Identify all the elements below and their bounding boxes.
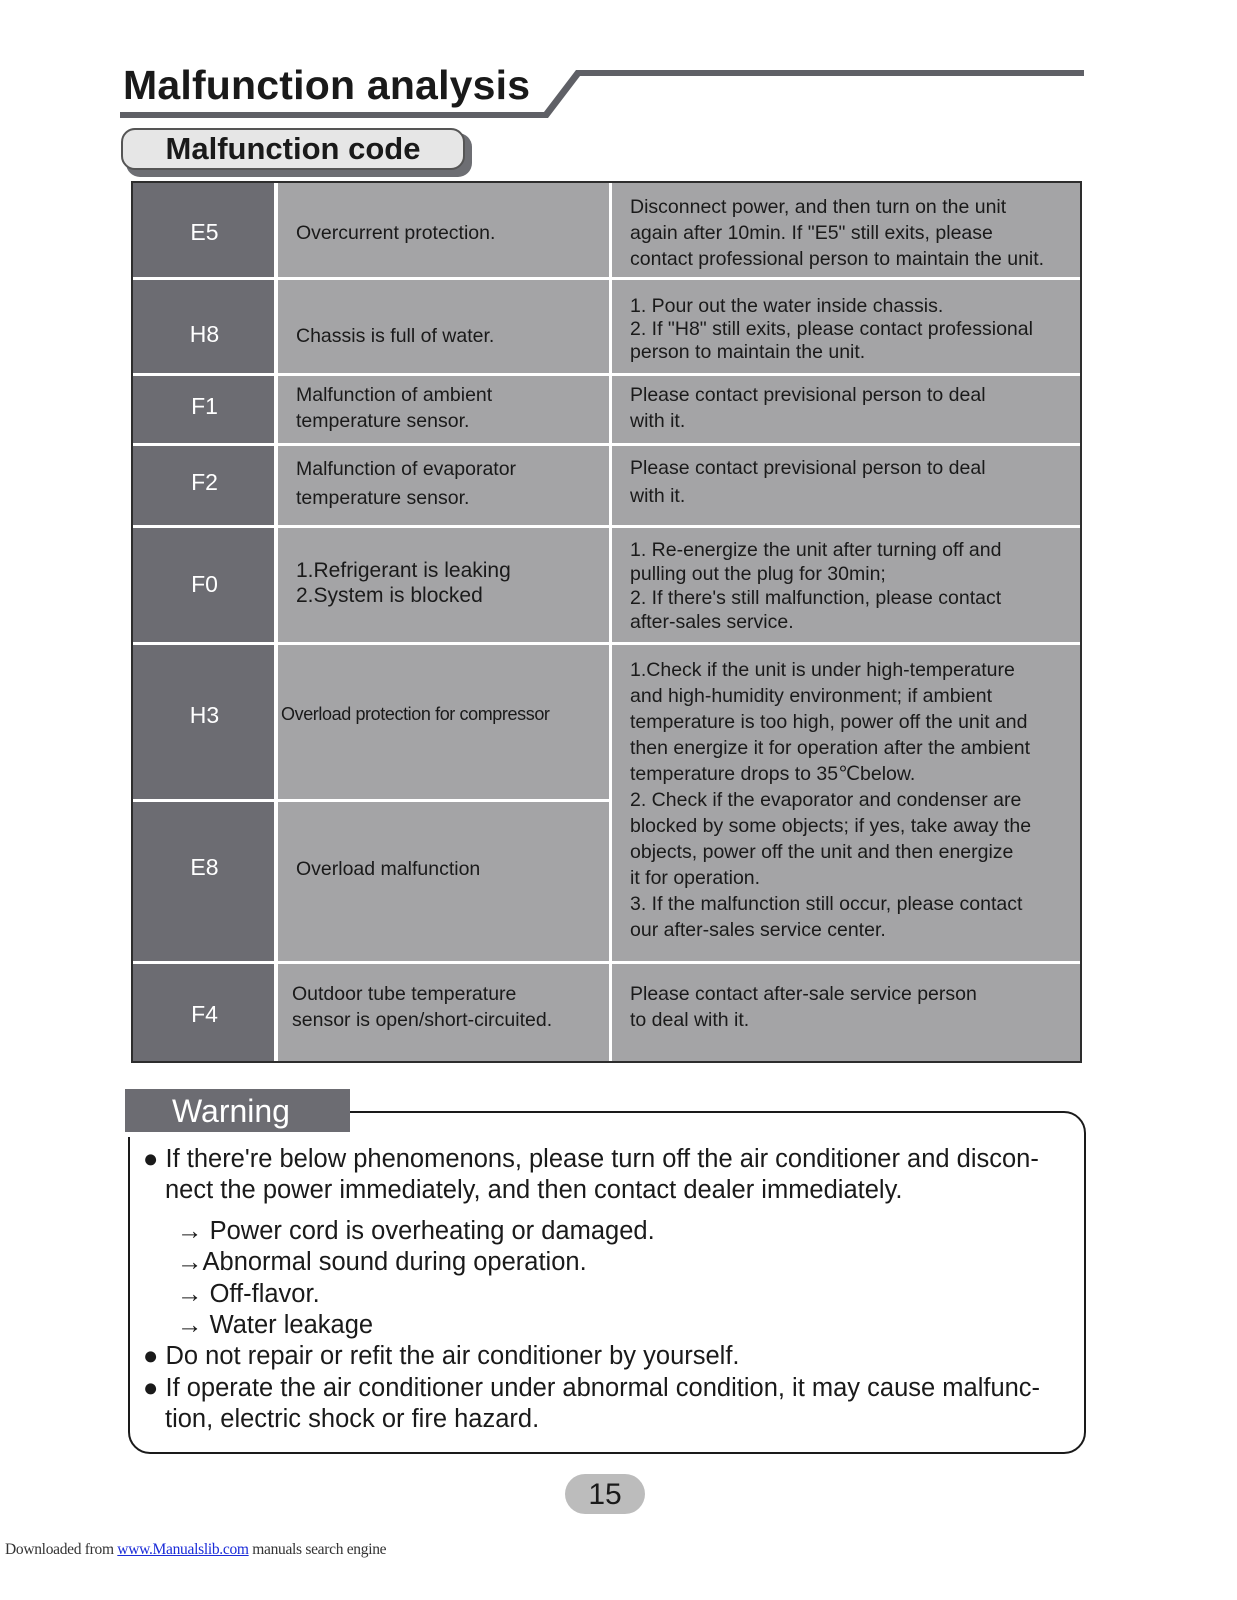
footer-prefix: Downloaded from <box>5 1541 118 1558</box>
table-row-code: F2 <box>191 469 218 495</box>
footer-link[interactable]: www.Manualslib.com <box>117 1541 249 1558</box>
table-row-description: Malfunction of ambient temperature sensor. <box>296 384 493 432</box>
code-column <box>133 183 276 1061</box>
warning-line: → Power cord is overheating or damaged. <box>177 1217 655 1245</box>
table-row-code: F4 <box>191 1001 218 1027</box>
page-number: 15 <box>565 1474 645 1514</box>
table-row-description: Overload malfunction <box>296 858 481 880</box>
table-row-action: 1. Pour out the water inside chassis. 2. If "H8" still exits, please contact professional person to maintain the unit. <box>630 295 1033 363</box>
table-row-action: Disconnect power, and then turn on the unit again after 10min. If "E5" still exits, please contact professional person to maintain the unit. <box>630 196 1045 270</box>
warning-line: →Abnormal sound during operation. <box>177 1248 587 1276</box>
table-row-action: 1.Check if the unit is under high-temperature and high-humidity environment; if ambient temperature is too high, power off the unit and then energize it for operation after the ambient temperature drops to 35℃below. 2. Check if the evaporator and condenser are blocked by some objects; if yes, take away the objects, power off the unit and then energize it for operation. 3. If the malfunction still occur, please contact our after-sales service center. <box>630 659 1032 941</box>
table-row-action: Please contact previsional person to deal with it. <box>630 457 986 507</box>
section-heading: Malfunction code <box>121 128 465 170</box>
warning-line: ● Do not repair or refit the air conditioner by yourself. <box>143 1342 740 1370</box>
warning-heading: Warning <box>125 1089 350 1132</box>
row-divider <box>133 961 1080 964</box>
row-divider <box>133 642 1080 645</box>
table-row-code: F0 <box>191 571 218 597</box>
row-divider <box>133 277 1080 280</box>
page-title: Malfunction analysis <box>123 62 531 108</box>
warning-line: nect the power immediately, and then contact dealer immediately. <box>165 1176 903 1204</box>
table-row-description: Outdoor tube temperature sensor is open/short-circuited. <box>292 983 553 1031</box>
table-row-description: Chassis is full of water. <box>296 325 495 347</box>
warning-line: → Water leakage <box>177 1311 374 1339</box>
warning-line: → Off-flavor. <box>177 1280 320 1308</box>
table-row-action: Please contact previsional person to deal with it. <box>630 384 986 432</box>
table-row-code: E8 <box>190 854 219 880</box>
table-row-description: 1.Refrigerant is leaking 2.System is blocked <box>296 559 511 607</box>
table-row-code: E5 <box>190 219 219 245</box>
row-divider <box>133 373 1080 376</box>
warning-line: tion, electric shock or fire hazard. <box>165 1405 540 1433</box>
table-row-description: Overload protection for compressor <box>281 704 550 724</box>
table-row-code: H8 <box>189 321 220 347</box>
footer <box>5 1541 386 1559</box>
column-divider <box>609 183 612 1061</box>
row-divider <box>133 525 1080 528</box>
title-rule <box>120 66 1090 122</box>
table-row-code: H3 <box>189 702 220 728</box>
column-divider <box>274 183 278 1061</box>
table-row-action: Please contact after-sale service person to deal with it. <box>630 983 977 1031</box>
row-divider <box>133 443 1080 446</box>
table-row-action: 1. Re-energize the unit after turning off and pulling out the plug for 30min; 2. If there's still malfunction, please contact after-sales service. <box>630 539 1002 633</box>
footer-suffix: manuals search engine <box>248 1541 387 1558</box>
warning-line: ● If operate the air conditioner under abnormal condition, it may cause malfunc- <box>143 1374 1041 1402</box>
warning-line: ● If there're below phenomenons, please turn off the air conditioner and discon- <box>143 1145 1039 1173</box>
row-divider <box>133 799 610 802</box>
table-row-description: Malfunction of evaporator temperature sensor. <box>296 458 517 509</box>
table-row-code: F1 <box>191 393 218 419</box>
table-row-description: Overcurrent protection. <box>296 222 496 244</box>
malfunction-code-table <box>131 181 1082 1063</box>
